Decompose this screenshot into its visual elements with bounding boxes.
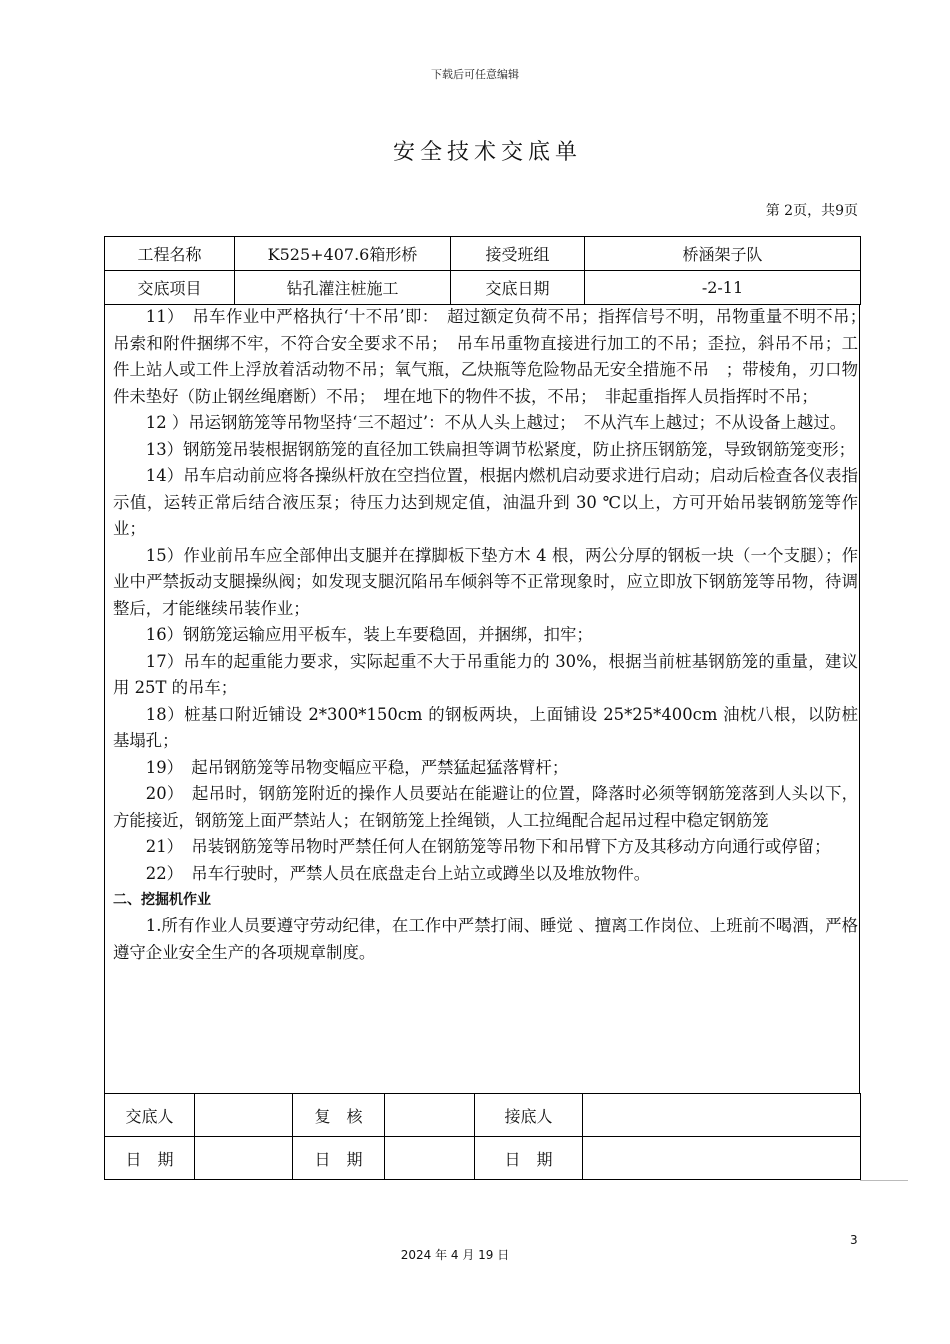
page-number: 3 — [850, 1233, 858, 1247]
paragraph: 1.所有作业人员要遵守劳动纪律，在工作中严禁打闹、睡觉 、擅离工作岗位、上班前不喝酒，严格遵守企业安全生产的各项规章制度。 — [113, 916, 858, 962]
item-value: 钻孔灌注桩施工 — [235, 271, 451, 305]
table-row — [105, 1137, 861, 1180]
paragraph: 22） 吊车行驶时，严禁人员在底盘走台上站立或蹲坐以及堆放物件。 — [145, 863, 651, 883]
header-note: 下载后可任意编辑 — [431, 68, 519, 81]
date-label-3: 日 期 — [475, 1137, 583, 1180]
content-area — [104, 304, 875, 1094]
receiver-label: 接底人 — [475, 1094, 583, 1137]
table-row — [105, 237, 861, 271]
date-value: -2-11 — [585, 271, 861, 305]
date-label-2: 日 期 — [293, 1137, 385, 1180]
team-value: 桥涵架子队 — [585, 237, 861, 271]
paragraph: 14）吊车启动前应将各操纵杆放在空挡位置，根据内燃机启动要求进行启动；启动后检查各仪表指示值，运转正常后结合液压泵；待压力达到规定值，油温升到 30 ℃以上，方可开始吊装钢筋笼等作业； — [113, 466, 858, 538]
project-value: K525+407.6箱形桥 — [235, 237, 451, 271]
reviewer-label: 复 核 — [293, 1094, 385, 1137]
document-title: 安全技术交底单 — [392, 140, 582, 165]
paragraph: 13）钢筋笼吊装根据钢筋笼的直径加工铁扁担等调节松紧度，防止挤压钢筋笼，导致钢筋笼变形； — [145, 439, 856, 459]
paragraph: 12 ）吊运钢筋笼等吊物坚持‘三不超过’：不从人头上越过； 不从汽车上越过；不从设备上越过。 — [145, 413, 847, 432]
paragraph: 11） 吊车作业中严格执行‘十不吊’即： 超过额定负荷不吊；指挥信号不明，吊物重量不明不吊； 吊索和附件捆绑不牢，不符合安全要求不吊； 吊车吊重物直接进行加工的不吊；歪拉，斜吊不吊；工件上站人或工件上浮放着活动物不吊；氧气瓶，乙炔瓶等危险物品无安全措施不吊 ；带棱角，刃口物件未垫好（防止钢丝绳磨断）不吊； 埋在地下的物件不拔，不吊； 非起重指挥人员指挥时不吊； — [113, 307, 875, 406]
date-field-3 — [583, 1137, 861, 1180]
reviewer-field — [385, 1094, 475, 1137]
paragraph: 16）钢筋笼运输应用平板车，装上车要稳固，并捆绑，扣牢； — [145, 625, 593, 644]
discloser-label: 交底人 — [105, 1094, 195, 1137]
info-table — [104, 236, 861, 305]
date-label: 交底日期 — [451, 271, 585, 305]
paragraph: 15）作业前吊车应全部伸出支腿并在撑脚板下垫方木 4 根，两公分厚的钢板一块（一个支腿）；作业中严禁扳动支腿操纵阀；如发现支腿沉陷吊车倾斜等不正常现象时，应立即放下钢筋笼等吊物，待调整后，才能继续吊装作业； — [113, 545, 858, 618]
paragraph: 20） 起吊时，钢筋笼附近的操作人员要站在能避让的位置，降落时必须等钢筋笼落到人头以下，方能接近，钢筋笼上面严禁站人；在钢筋笼上拴绳锁，人工拉绳配合起吊过程中稳定钢筋笼 — [113, 784, 858, 830]
item-label: 交底项目 — [105, 271, 235, 305]
date-label-1: 日 期 — [105, 1137, 195, 1180]
paragraph: 17）吊车的起重能力要求，实际起重不大于吊重能力的 30%，根据当前桩基钢筋笼的重量，建议用 25T 的吊车； — [113, 651, 858, 697]
receiver-field — [583, 1094, 861, 1137]
page-info: 第 2页，共9页 — [765, 203, 858, 219]
date-field-2 — [385, 1137, 475, 1180]
discloser-field — [195, 1094, 293, 1137]
project-label: 工程名称 — [105, 237, 235, 271]
paragraph: 19） 起吊钢筋笼等吊物变幅应平稳，严禁猛起猛落臂杆； — [145, 757, 569, 777]
table-row — [105, 271, 861, 305]
paragraph: 18）桩基口附近铺设 2*300*150cm 的钢板两块，上面铺设 25*25*400cm 油枕八根，以防桩基塌孔； — [113, 704, 858, 750]
table-row — [105, 1094, 861, 1137]
team-label: 接受班组 — [451, 237, 585, 271]
divider — [860, 1180, 908, 1181]
section-heading: 二、挖掘机作业 — [113, 892, 211, 908]
date-field-1 — [195, 1137, 293, 1180]
signature-table — [104, 1093, 861, 1180]
footer-date: 2024 年 4 月 19 日 — [400, 1248, 510, 1262]
paragraph: 21） 吊装钢筋笼等吊物时严禁任何人在钢筋笼等吊物下和吊臂下方及其移动方向通行或停留； — [145, 837, 831, 856]
